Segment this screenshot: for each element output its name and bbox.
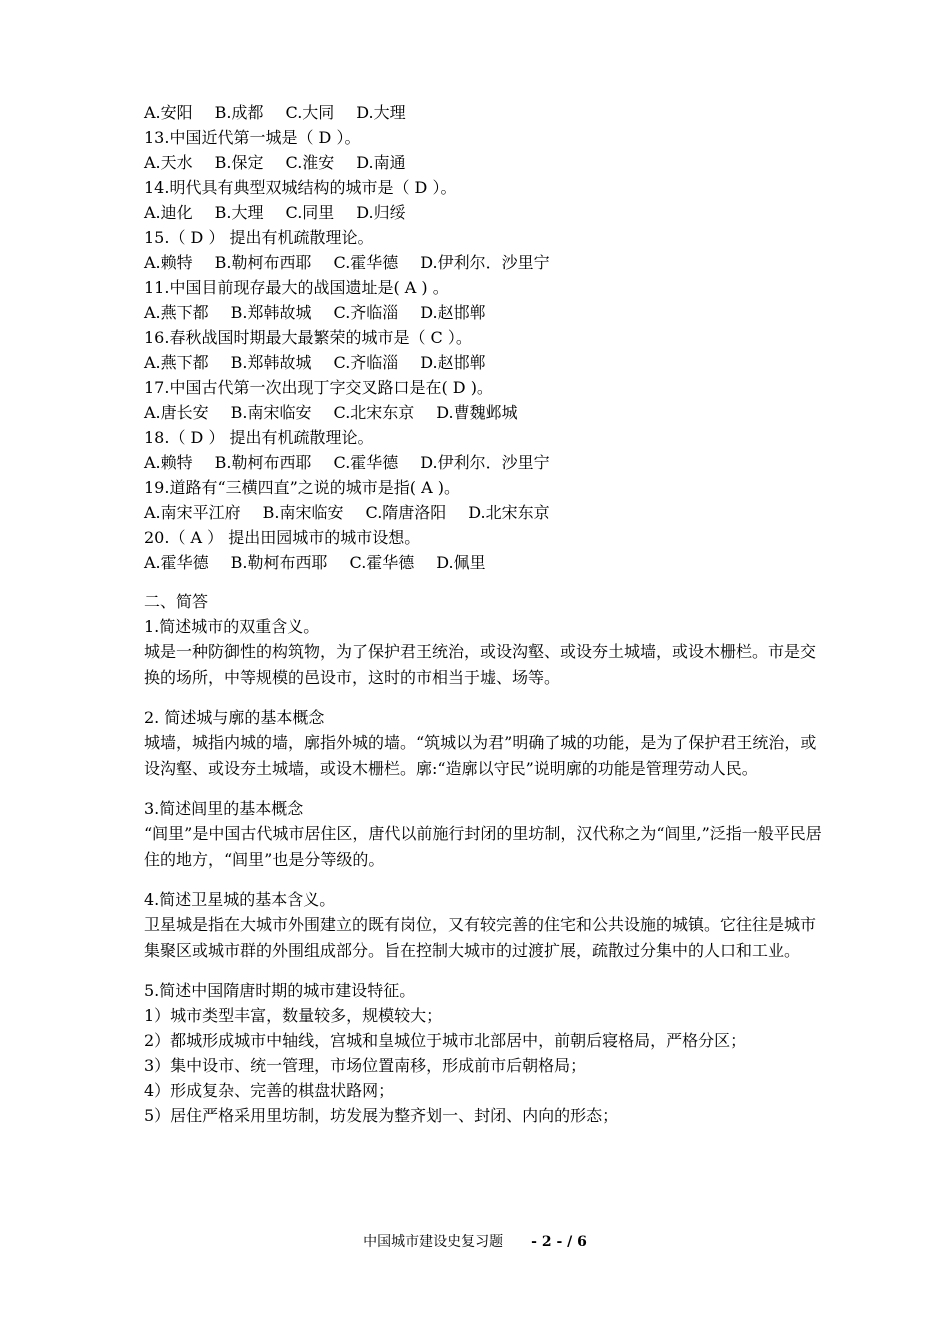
question-text: 20.（ A ） 提出田园城市的城市设想。: [144, 528, 421, 547]
option: C.齐临淄: [333, 353, 399, 372]
question-options: [144, 200, 824, 225]
question-text: 16.春秋战国时期最大最繁荣的城市是（ C ）。: [144, 328, 472, 347]
question-options: [144, 150, 824, 175]
short-answer-text: 5）居住严格采用里坊制，坊发展为整齐划一、封闭、内向的形态；: [144, 1106, 619, 1125]
question-text: 14.明代具有典型双城结构的城市是（ D ）。: [144, 178, 457, 197]
option: A.霍华德: [144, 553, 209, 572]
question-text: 15.（ D ） 提出有机疏散理论。: [144, 228, 374, 247]
option: D.曹魏邺城: [436, 403, 518, 422]
option: C.淮安: [285, 153, 335, 172]
option: C.隋唐洛阳: [365, 503, 447, 522]
short-answer-text: 城墙，城指内城的墙，廓指外城的墙。“筑城以为君”明确了城的功能，是为了保护君王统治，或设沟壑、或设夯土城墙，或设木栅栏。廓:“造廓以守民”说明廓的功能是管理劳动人民。: [144, 733, 817, 778]
option: A.安阳: [144, 103, 193, 122]
option: D.归绥: [356, 203, 406, 222]
option: C.北宋东京: [333, 403, 415, 422]
short-answer-text: 2）都城形成城市中轴线，宫城和皇城位于城市北部居中，前朝后寝格局，严格分区；: [144, 1031, 747, 1050]
option: C.大同: [285, 103, 335, 122]
option: D.南通: [356, 153, 406, 172]
short-answer-title: 4.简述卫星城的基本含义。: [144, 890, 336, 909]
short-answer-title: 3.简述闾里的基本概念: [144, 799, 304, 818]
question-options: [144, 300, 824, 325]
question-options: [144, 100, 824, 125]
option: B.郑韩故城: [230, 353, 312, 372]
option: C.同里: [285, 203, 335, 222]
option: A.南宋平江府: [144, 503, 241, 522]
short-answer-title: 2. 简述城与廓的基本概念: [144, 708, 325, 727]
question-text: 18.（ D ） 提出有机疏散理论。: [144, 428, 374, 447]
option: D.伊利尔．沙里宁: [420, 253, 550, 272]
document-page: [144, 100, 824, 1128]
page-number: - 2 - / 6: [531, 1234, 587, 1250]
footer-title: 中国城市建设史复习题: [363, 1234, 504, 1250]
short-answer-text: 1）城市类型丰富，数量较多，规模较大；: [144, 1006, 443, 1025]
multiple-choice-section: [144, 100, 824, 575]
option: D.大理: [356, 103, 406, 122]
option: C.霍华德: [333, 253, 399, 272]
question-text: 11.中国目前现存最大的战国遗址是( A ) 。: [144, 278, 449, 297]
question-options: [144, 400, 824, 425]
option: D.赵邯郸: [420, 353, 486, 372]
question-text: 19.道路有“三横四直”之说的城市是指( A )。: [144, 478, 461, 497]
option: B.南宋临安: [230, 403, 312, 422]
option: A.天水: [144, 153, 193, 172]
short-answer-section: [144, 589, 824, 1128]
question-options: [144, 350, 824, 375]
short-answer-text: 4）形成复杂、完善的棋盘状路网；: [144, 1081, 395, 1100]
option: B.勒柯布西耶: [214, 453, 312, 472]
option: A.唐长安: [144, 403, 209, 422]
option: B.勒柯布西耶: [214, 253, 312, 272]
option: B.勒柯布西耶: [230, 553, 328, 572]
option: A.赖特: [144, 453, 193, 472]
option: D.赵邯郸: [420, 303, 486, 322]
option: B.南宋临安: [262, 503, 344, 522]
short-answer-text: 3）集中设市、统一管理，市场位置南移，形成前市后朝格局；: [144, 1056, 587, 1075]
question-options: [144, 250, 824, 275]
option: D.北宋东京: [468, 503, 550, 522]
section-heading: 二、简答: [144, 592, 209, 611]
option: A.迪化: [144, 203, 193, 222]
short-answer-text: 城是一种防御性的构筑物，为了保护君王统治，或设沟壑、或设夯土城墙，或设木栅栏。市是交换的场所，中等规模的邑设市，这时的市相当于墟、场等。: [144, 642, 817, 687]
question-options: [144, 500, 824, 525]
option: B.成都: [214, 103, 264, 122]
option: B.保定: [214, 153, 264, 172]
page-footer: [0, 1232, 950, 1252]
short-answer-text: “闾里”是中国古代城市居住区，唐代以前施行封闭的里坊制，汉代称之为“闾里,”泛指一般平民居住的地方，“闾里”也是分等级的。: [144, 824, 822, 869]
option: D.佩里: [436, 553, 486, 572]
question-options: [144, 450, 824, 475]
option: C.霍华德: [349, 553, 415, 572]
option: A.燕下都: [144, 303, 209, 322]
short-answer-title: 1.简述城市的双重含义。: [144, 617, 320, 636]
option: B.郑韩故城: [230, 303, 312, 322]
option: A.赖特: [144, 253, 193, 272]
question-options: [144, 550, 824, 575]
short-answer-title: 5.简述中国隋唐时期的城市建设特征。: [144, 981, 416, 1000]
option: B.大理: [214, 203, 264, 222]
option: C.霍华德: [333, 453, 399, 472]
question-text: 17.中国古代第一次出现丁字交叉路口是在( D )。: [144, 378, 493, 397]
option: C.齐临淄: [333, 303, 399, 322]
option: A.燕下都: [144, 353, 209, 372]
option: D.伊利尔．沙里宁: [420, 453, 550, 472]
question-text: 13.中国近代第一城是（ D ）。: [144, 128, 361, 147]
short-answer-text: 卫星城是指在大城市外围建立的既有岗位，又有较完善的住宅和公共设施的城镇。它往往是城市集聚区或城市群的外围组成部分。旨在控制大城市的过渡扩展，疏散过分集中的人口和工业。: [144, 915, 817, 960]
